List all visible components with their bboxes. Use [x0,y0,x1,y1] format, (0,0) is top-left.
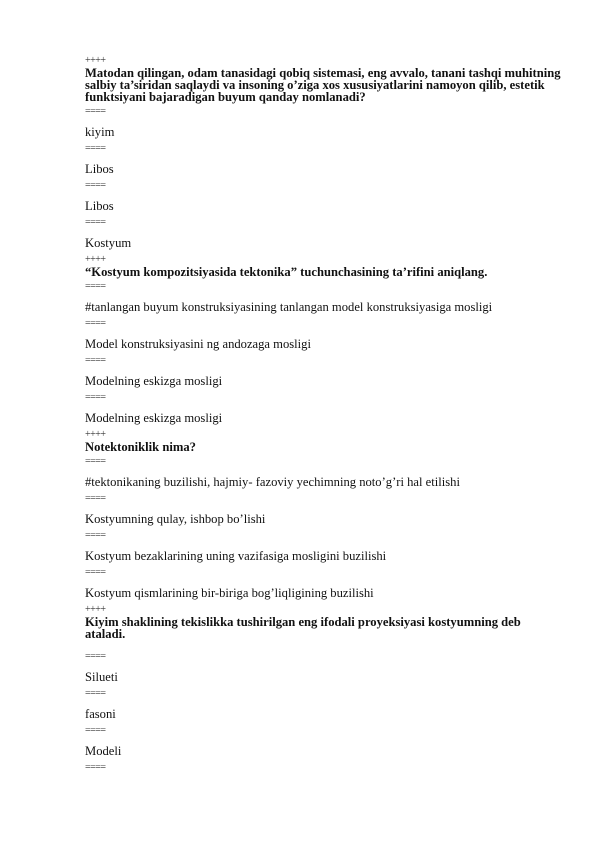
answer-option: Silueti [85,670,118,684]
answer-separator: ==== [85,725,106,736]
answer-separator: ==== [85,180,106,191]
answer-option: #tanlangan buyum konstruksiyasining tanlangan model konstruksiyasiga mosligi [85,300,493,314]
answer-option: Libos [85,199,114,213]
answer-separator: ==== [85,143,106,154]
answer-separator: ==== [85,456,106,467]
question-text: Matodan qilingan, odam tanasidagi qobiq sistemasi, eng avvalo, tanani tashqi muhitning salbiy ta’siridan saqlaydi va insoning o’ziga xos xususiyatlarini namoyon qilib, estetik funktsiyani bajaradigan buyum qanday nomlanadi? [85,66,561,104]
answer-separator: ==== [85,106,106,117]
answer-option: kiyim [85,125,115,139]
document-page [85,52,565,774]
question-separator: ++++ [85,254,106,265]
question-separator: ++++ [85,429,106,440]
answer-option: Kostyum [85,236,132,250]
spacer [85,640,565,648]
answer-option: Modelning eskizga mosligi [85,374,223,388]
answer-option: Model konstruksiyasini ng andozaga mosligi [85,337,311,351]
answer-separator: ==== [85,392,106,403]
question-separator: ++++ [85,604,106,615]
answer-separator: ==== [85,651,106,662]
question-text: “Kostyum kompozitsiyasida tektonika” tuchunchasining ta’rifini aniqlang. [85,265,488,279]
answer-separator: ==== [85,281,106,292]
answer-separator: ==== [85,318,106,329]
question-text: Kiyim shaklining tekislikka tushirilgan eng ifodali proyeksiyasi kostyumning deb ataladi. [85,615,521,641]
question-separator: ++++ [85,55,106,66]
answer-separator: ==== [85,688,106,699]
answer-separator: ==== [85,530,106,541]
answer-separator: ==== [85,355,106,366]
answer-option: fasoni [85,707,116,721]
answer-option: Kostyum qismlarining bir-biriga bog’liqligining buzilishi [85,586,374,600]
answer-option: Kostyum bezaklarining uning vazifasiga mosligini buzilishi [85,549,387,563]
answer-option: Kostyumning qulay, ishbop bo’lishi [85,512,266,526]
answer-separator: ==== [85,567,106,578]
answer-separator: ==== [85,762,106,773]
answer-option: Libos [85,162,114,176]
answer-separator: ==== [85,217,106,228]
question-text: Notektoniklik nima? [85,440,196,454]
answer-option: Modelning eskizga mosligi [85,411,223,425]
answer-option: #tektonikaning buzilishi, hajmiy- fazoviy yechimning noto’g’ri hal etilishi [85,475,460,489]
answer-separator: ==== [85,493,106,504]
answer-option: Modeli [85,744,122,758]
